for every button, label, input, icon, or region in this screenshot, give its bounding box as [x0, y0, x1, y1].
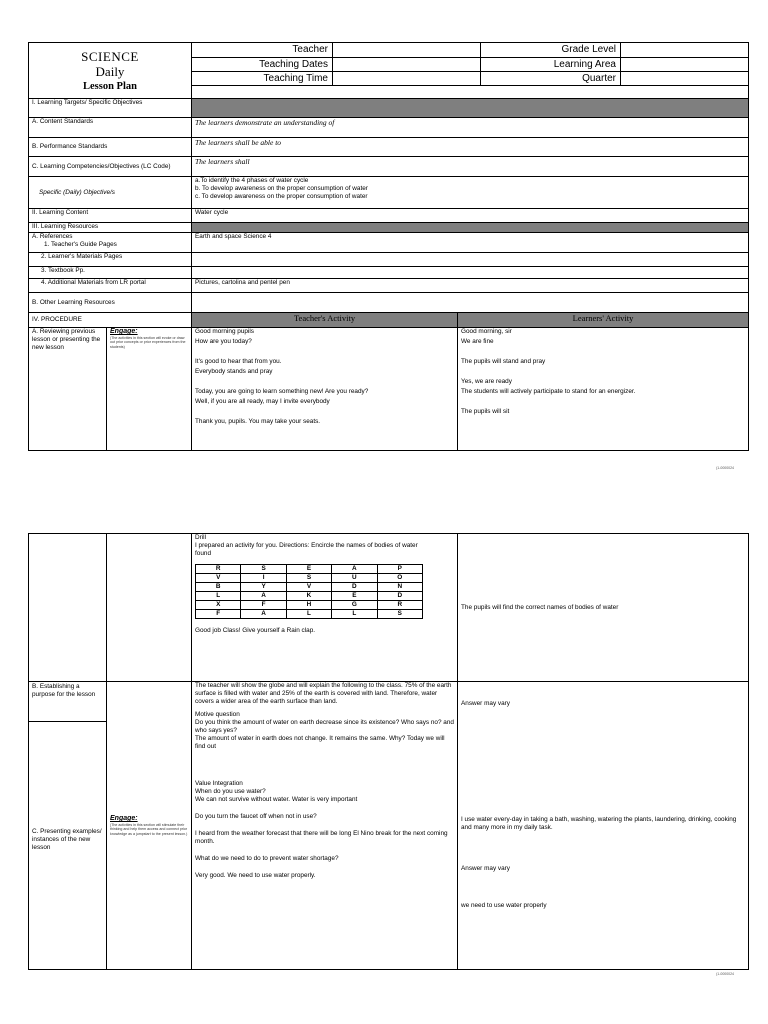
learners-materials-field: [192, 253, 749, 267]
procedure-b-learner-response: Answer may vary: [461, 700, 511, 707]
grade-level-field[interactable]: [621, 43, 749, 58]
other-resources-field: [192, 293, 749, 313]
teacher-line: Well, if you are all ready, may I invite everybody: [195, 398, 330, 405]
grid-letter[interactable]: D: [332, 583, 377, 592]
grid-letter[interactable]: L: [332, 610, 377, 619]
grid-letter[interactable]: A: [241, 610, 286, 619]
teacher-label: Teacher: [192, 43, 333, 58]
competencies-text: The learners shall: [192, 157, 749, 177]
learner-line: The pupils will sit: [461, 408, 510, 415]
motive-question-title: Motive question: [195, 711, 240, 718]
learning-area-label: Learning Area: [481, 58, 621, 72]
procedure-a-teacher: [192, 328, 458, 451]
empty-label-cell: [29, 534, 107, 682]
grid-letter[interactable]: L: [286, 610, 331, 619]
learners-activity-heading: Learners' Activity: [458, 313, 749, 328]
grid-row: [196, 574, 423, 583]
objective-item: b. To develop awareness on the proper consumption of water: [195, 185, 368, 192]
objectives-list: [192, 177, 749, 209]
content-standards-text: The learners demonstrate an understanding of: [192, 118, 749, 138]
engage-description: (The activities in this section will stimulate their thinking and help them access and connect prior knowledge as a jumpstart to the present lesson.): [110, 823, 188, 836]
learning-resources-heading: III. Learning Resources: [29, 223, 192, 233]
grid-row: [196, 565, 423, 574]
procedure-bc-teacher: [192, 682, 458, 970]
learner-line: The students will actively participate to stand for an energizer.: [461, 388, 636, 395]
grid-letter[interactable]: S: [241, 565, 286, 574]
value-question-1: When do you use water?: [195, 788, 266, 795]
teacher-line: Good morning pupils: [195, 328, 254, 335]
teaching-dates-label: Teaching Dates: [192, 58, 333, 72]
procedure-a-label: A. Reviewing previous lesson or presenting the new lesson: [29, 328, 107, 451]
engage-cell: [107, 328, 192, 451]
grid-letter[interactable]: L: [196, 592, 241, 601]
objective-item: a.To identify the 4 phases of water cycle: [195, 177, 309, 184]
learner-line: [461, 348, 745, 358]
references-heading: A. References: [32, 233, 73, 240]
teacher-line: [195, 378, 454, 388]
engage-title: Engage:: [110, 815, 138, 823]
grid-letter[interactable]: E: [332, 592, 377, 601]
motive-question-text: Do you think the amount of water on earth decrease since its existence? Who says no? and who says yes?: [195, 719, 454, 734]
teacher-line: Today, you are going to learn something new! Are you ready?: [195, 388, 369, 395]
word-search-grid: [195, 564, 423, 619]
grid-letter[interactable]: D: [377, 592, 422, 601]
procedure-c-answer-1: I use water every-day in taking a bath, washing, watering the plants, laundering, drinking, cooking and many more in my daily task.: [461, 816, 737, 831]
teachers-activity-heading: Teacher's Activity: [192, 313, 458, 328]
grid-letter[interactable]: F: [196, 610, 241, 619]
lesson-body-table: [28, 98, 749, 451]
additional-materials-text: Pictures, cartolina and pentel pen: [192, 279, 749, 293]
teacher-line: Thank you, pupils. You may take your seats.: [195, 418, 321, 425]
grid-letter[interactable]: N: [377, 583, 422, 592]
teaching-time-field[interactable]: [333, 72, 481, 86]
other-resources-label: B. Other Learning Resources: [29, 293, 192, 313]
grid-letter[interactable]: O: [377, 574, 422, 583]
drill-cell: [192, 534, 458, 682]
page-1-footer-code: (1-0000024: [716, 466, 734, 470]
grid-row: [196, 610, 423, 619]
teachers-guide-label: 1. Teacher's Guide Pages: [44, 241, 117, 248]
grid-letter[interactable]: X: [196, 601, 241, 610]
grid-letter[interactable]: V: [196, 574, 241, 583]
value-integration-title: Value Integration: [195, 780, 243, 787]
grid-letter[interactable]: V: [286, 583, 331, 592]
grid-letter[interactable]: S: [286, 574, 331, 583]
quarter-label: Quarter: [481, 72, 621, 86]
value-question-4: What do we need to do to prevent water shortage?: [195, 855, 339, 862]
specific-objectives-label: Specific (Daily) Objective/s: [29, 177, 192, 209]
grid-letter[interactable]: R: [196, 565, 241, 574]
grid-letter[interactable]: F: [241, 601, 286, 610]
drill-learner-response: The pupils will find the correct names of bodies of water: [458, 534, 749, 682]
learners-materials-label: 2. Learner's Materials Pages: [29, 253, 192, 267]
learner-line: Good morning, sir: [461, 328, 512, 335]
drill-closing: Good job Class! Give yourself a Rain clap.: [195, 627, 316, 634]
textbook-field: [192, 267, 749, 279]
gray-band: [192, 223, 749, 233]
drill-instructions: I prepared an activity for you. Directions: Encircle the names of bodies of water found: [195, 542, 418, 557]
procedure-c-label: C. Presenting examples/ instances of the new lesson: [32, 828, 102, 851]
value-note-1: We can not survive without water. Water is very important: [195, 796, 358, 803]
lesson-plan-page-1: [28, 42, 748, 451]
value-closing: Very good. We need to use water properly.: [195, 872, 316, 879]
performance-standards-text: The learners shall be able to: [192, 138, 749, 157]
procedure-continued-table: [28, 533, 749, 970]
learning-content-label: II. Learning Content: [29, 209, 192, 223]
grid-row: [196, 592, 423, 601]
quarter-field[interactable]: [621, 72, 749, 86]
procedure-heading: IV. PROCEDURE: [29, 313, 192, 328]
procedure-bc-learners: [458, 682, 749, 970]
grid-letter[interactable]: H: [286, 601, 331, 610]
teacher-line: [195, 408, 454, 418]
grade-level-label: Grade Level: [481, 43, 621, 58]
procedure-c-answer-4: we need to use water properly: [461, 902, 547, 909]
textbook-label: 3. Textbook Pp.: [29, 267, 192, 279]
motive-question-answer: The amount of water in earth does not change. It remains the same. Why? Today we will find out: [195, 735, 445, 750]
learning-area-field[interactable]: [621, 58, 749, 72]
header-spacer: [192, 86, 749, 99]
learner-line: [461, 398, 745, 408]
additional-materials-label: 4. Additional Materials from LR portal: [29, 279, 192, 293]
grid-letter[interactable]: U: [332, 574, 377, 583]
objective-item: c. To develop awareness on the proper consumption of water: [195, 193, 368, 200]
content-standards-label: A. Content Standards: [29, 118, 192, 138]
grid-letter[interactable]: K: [286, 592, 331, 601]
learner-line: The pupils will stand and pray: [461, 358, 546, 365]
performance-standards-label: B. Performance Standards: [29, 138, 192, 157]
competencies-label: C. Learning Competencies/Objectives (LC Code): [29, 157, 192, 177]
teaching-dates-field[interactable]: [333, 58, 481, 72]
procedure-bc-labels: [29, 682, 107, 970]
title-daily: Daily: [95, 63, 125, 79]
teacher-line: It's good to hear that from you.: [195, 358, 282, 365]
learner-line: Yes, we are ready: [461, 378, 512, 385]
grid-letter[interactable]: E: [286, 565, 331, 574]
title-science: SCIENCE: [81, 48, 139, 64]
grid-letter[interactable]: P: [377, 565, 422, 574]
grid-letter[interactable]: G: [332, 601, 377, 610]
grid-letter[interactable]: B: [196, 583, 241, 592]
procedure-a-learners: [458, 328, 749, 451]
learning-targets-heading: I. Learning Targets/ Specific Objectives: [29, 99, 192, 118]
gray-band: [192, 99, 749, 118]
learner-line: [461, 368, 745, 378]
procedure-b-label: B. Establishing a purpose for the lesson: [29, 682, 106, 722]
engage-cell: [107, 682, 192, 970]
grid-letter[interactable]: I: [241, 574, 286, 583]
grid-letter[interactable]: S: [377, 610, 422, 619]
grid-letter[interactable]: R: [377, 601, 422, 610]
lesson-plan-page-2: [28, 533, 748, 970]
value-question-2: Do you turn the faucet off when not in use?: [195, 813, 317, 820]
learning-content-text: Water cycle: [192, 209, 749, 223]
teacher-line: How are you today?: [195, 338, 252, 345]
grid-row: [196, 583, 423, 592]
grid-letter[interactable]: Y: [241, 583, 286, 592]
teacher-line: [195, 348, 454, 358]
procedure-c-answer-2: Answer may vary: [461, 865, 511, 872]
engage-description: (The activities in this section will evoke or draw out prior concepts or prior experiences from the students): [110, 336, 186, 349]
engage-title: Engage:: [110, 328, 138, 335]
procedure-b-intro: The teacher will show the globe and will explain the following to the class. 75% of the earth surface is filled with water and 25% of the earth is covered with land. Therefore, water covers a wider area of the earth surface than land.: [195, 682, 452, 705]
drill-title: Drill: [195, 534, 207, 541]
header-table: [28, 42, 749, 99]
teaching-time-label: Teaching Time: [192, 72, 333, 86]
references-label: [29, 233, 192, 253]
page-2-footer-code: (1-0000024: [716, 972, 734, 976]
teachers-guide-text: Earth and space Science 4: [192, 233, 749, 253]
grid-letter[interactable]: A: [332, 565, 377, 574]
teacher-field[interactable]: [333, 43, 481, 58]
grid-row: [196, 601, 423, 610]
teacher-line: Everybody stands and pray: [195, 368, 273, 375]
grid-letter[interactable]: A: [241, 592, 286, 601]
value-question-3: I heard from the weather forecast that there will be long El Nino break for the next coming month.: [195, 830, 448, 845]
title-lesson-plan: Lesson Plan: [83, 80, 137, 92]
learner-line: We are fine: [461, 338, 494, 345]
empty-engage-cell: [107, 534, 192, 682]
document-title: [29, 43, 192, 99]
